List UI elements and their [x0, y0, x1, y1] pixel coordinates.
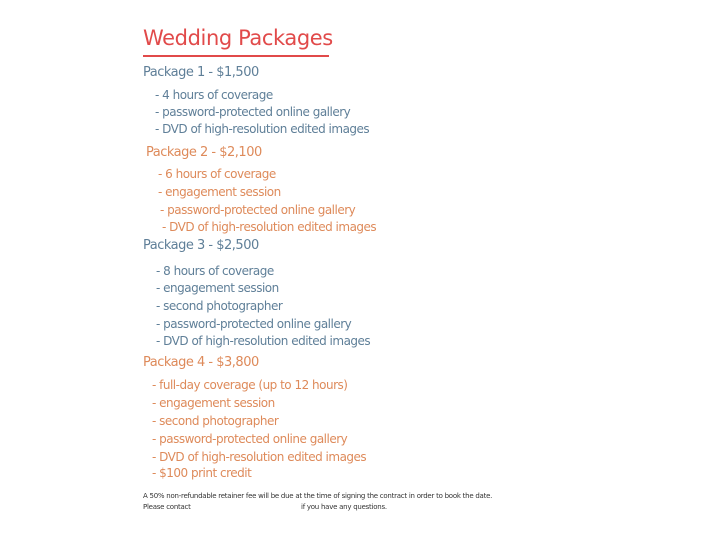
package-3-item: - DVD of high-resolution edited images: [156, 334, 371, 348]
package-1-heading: Package 1 - $1,500: [143, 65, 259, 80]
package-2-item: - DVD of high-resolution edited images: [162, 220, 377, 234]
package-4-item: - $100 print credit: [152, 466, 252, 480]
package-3-item: - password-protected online gallery: [156, 317, 352, 331]
package-3-item: - 8 hours of coverage: [156, 264, 274, 278]
package-4-item: - second photographer: [152, 414, 279, 428]
package-1-item: - 4 hours of coverage: [155, 88, 273, 102]
package-2-heading: Package 2 - $2,100: [146, 145, 262, 160]
page-title: Wedding Packages: [143, 26, 333, 50]
package-1-item: - DVD of high-resolution edited images: [155, 122, 370, 136]
contact-note-start: Please contact: [143, 503, 191, 511]
package-2-item: - engagement session: [158, 185, 281, 199]
package-4-heading: Package 4 - $3,800: [143, 355, 259, 370]
package-3-heading: Package 3 - $2,500: [143, 238, 259, 253]
retainer-note: A 50% non-refundable retainer fee will be due at the time of signing the contract in order to book the date.: [143, 492, 493, 500]
contact-note-end: if you have any questions.: [301, 503, 387, 511]
package-3-item: - second photographer: [156, 299, 283, 313]
package-3-item: - engagement session: [156, 281, 279, 295]
package-4-item: - password-protected online gallery: [152, 432, 348, 446]
package-2-item: - password-protected online gallery: [160, 203, 356, 217]
package-2-item: - 6 hours of coverage: [158, 167, 276, 181]
package-4-item: - DVD of high-resolution edited images: [152, 450, 367, 464]
package-4-item: - full-day coverage (up to 12 hours): [152, 378, 348, 392]
package-1-item: - password-protected online gallery: [155, 105, 351, 119]
title-underline: [143, 55, 329, 57]
package-4-item: - engagement session: [152, 396, 275, 410]
